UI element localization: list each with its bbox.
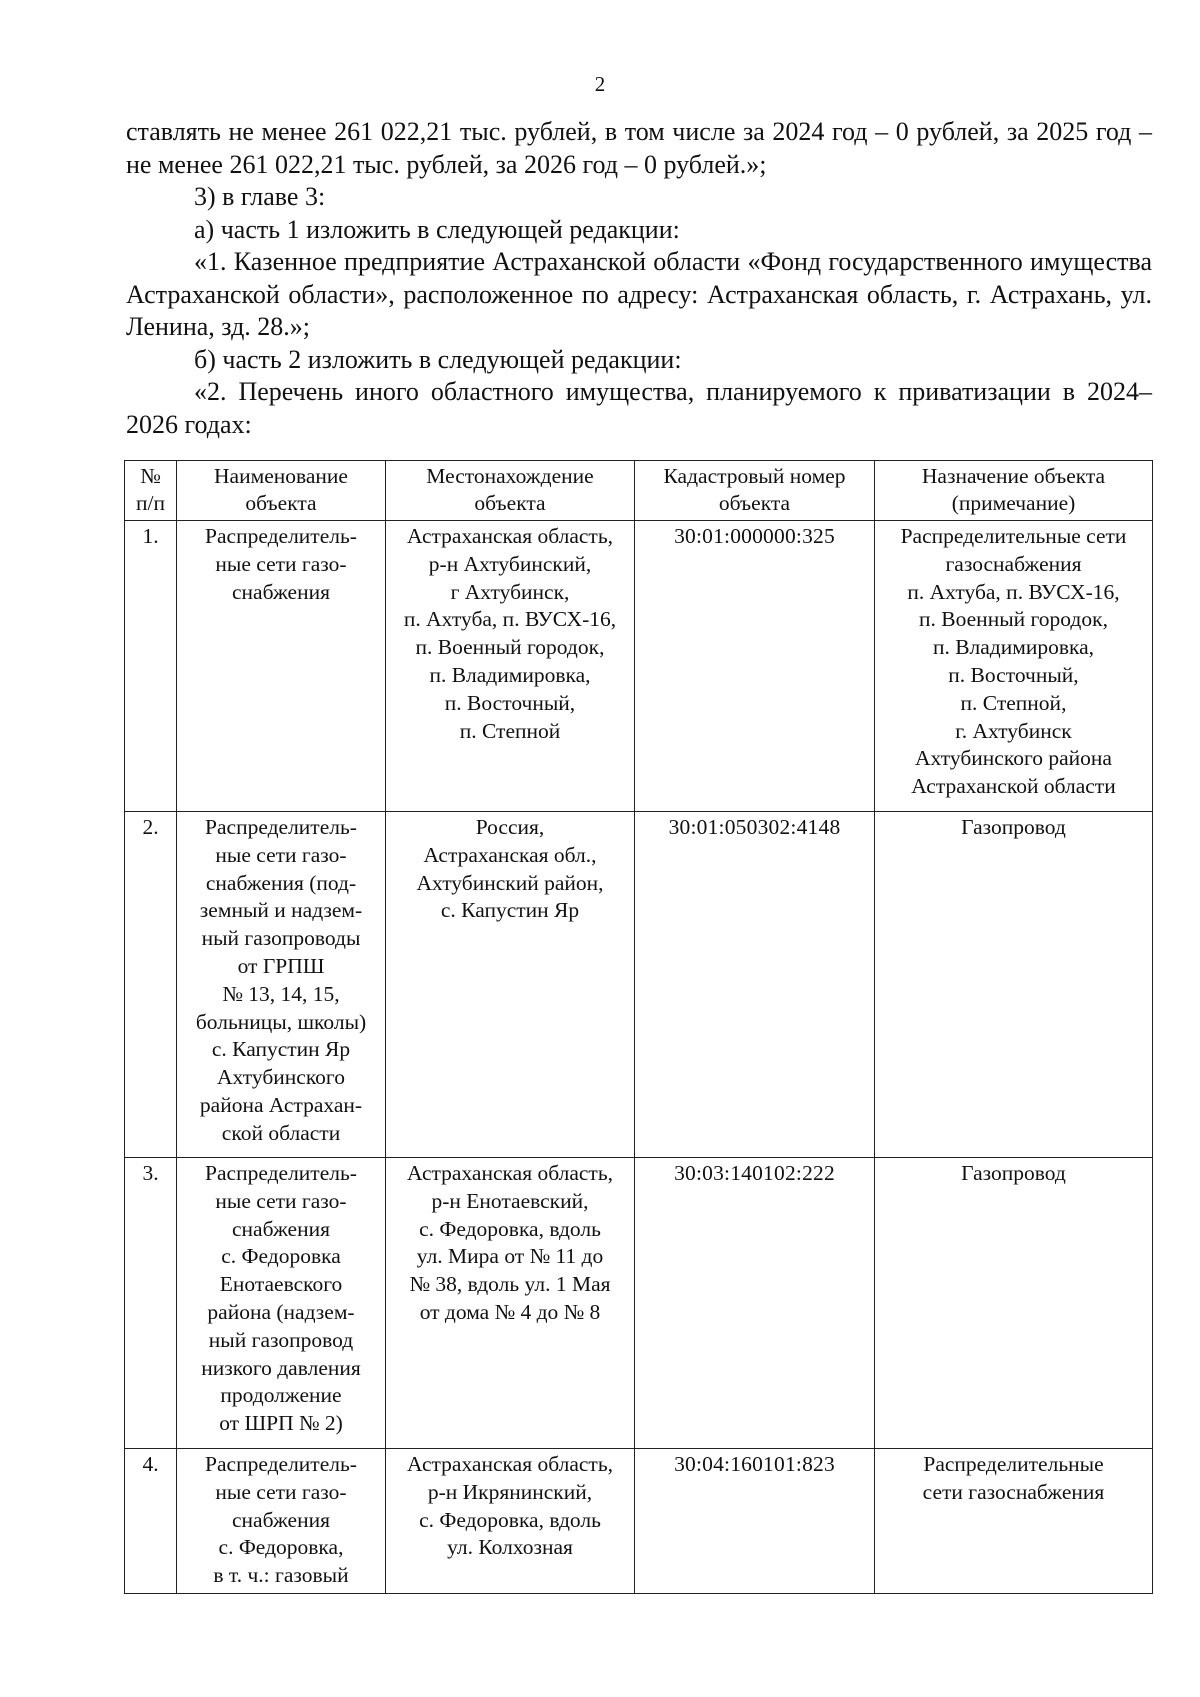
paragraph: б) часть 2 изложить в следующей редакции: <box>194 344 682 374</box>
page-number: 2 <box>594 72 606 96</box>
cell-cadastral: 30:04:160101:823 <box>635 1449 875 1594</box>
cell-purpose: Газопровод <box>875 812 1153 1158</box>
paragraph: 3) в главе 3: <box>194 182 326 211</box>
table-row <box>125 1158 1153 1449</box>
body-text <box>126 116 1152 441</box>
property-list-table <box>124 460 1153 1594</box>
header-num: № п/п <box>125 461 177 521</box>
cell-purpose: Распределительные сети газоснабжения п. Ахтуба, п. ВУСХ-16, п. Военный городок, п. Владимировка, п. Восточный, п. Степной, г. Ахтубинск Ахтубинского района Астраханской области <box>875 521 1153 812</box>
table-header-row <box>125 461 1153 521</box>
table-row <box>125 1449 1153 1594</box>
paragraph: ставлять не менее 261 022,21 тыс. рублей, в том числе за 2024 год – 0 рублей, за 2025 год – не менее 261 022,21 тыс. рублей, за 2026 год – 0 рублей.»; <box>126 117 1152 179</box>
cell-name: Распределитель- ные сети газо- снабжения с. Федоровка Енотаевского района (надзем- ный газопровод низкого давления продолжение от ШРП № 2) <box>177 1158 386 1449</box>
header-location: Местонахождение объекта <box>386 461 635 521</box>
cell-purpose: Распределительные сети газоснабжения <box>875 1449 1153 1594</box>
cell-location: Астраханская область, р-н Ахтубинский, г Ахтубинск, п. Ахтуба, п. ВУСХ-16, п. Военный городок, п. Владимировка, п. Восточный, п. Степной <box>386 521 635 812</box>
cell-purpose: Газопровод <box>875 1158 1153 1449</box>
cell-num: 2. <box>125 812 177 1158</box>
header-purpose: Назначение объекта (примечание) <box>875 461 1153 521</box>
cell-cadastral: 30:01:000000:325 <box>635 521 875 812</box>
header-cadastral: Кадастровый номер объекта <box>635 461 875 521</box>
cell-cadastral: 30:03:140102:222 <box>635 1158 875 1449</box>
cell-num: 3. <box>125 1158 177 1449</box>
cell-location: Россия, Астраханская обл., Ахтубинский район, с. Капустин Яр <box>386 812 635 1158</box>
cell-name: Распределитель- ные сети газо- снабжения с. Федоровка, в т. ч.: газовый <box>177 1449 386 1594</box>
paragraph: «2. Перечень иного областного имущества, планируемого к приватизации в 2024–2026 годах: <box>126 377 1152 439</box>
header-name: Наименование объекта <box>177 461 386 521</box>
table-row <box>125 812 1153 1158</box>
table-row <box>125 521 1153 812</box>
cell-location: Астраханская область, р-н Икрянинский, с. Федоровка, вдоль ул. Колхозная <box>386 1449 635 1594</box>
cell-num: 4. <box>125 1449 177 1594</box>
paragraph: «1. Казенное предприятие Астраханской области «Фонд государственного имущества Астраханской области», расположенное по адресу: Астраханская область, г. Астрахань, ул. Ленина, зд. 28.»; <box>126 247 1152 341</box>
paragraph: а) часть 1 изложить в следующей редакции: <box>194 214 680 244</box>
cell-location: Астраханская область, р-н Енотаевский, с. Федоровка, вдоль ул. Мира от № 11 до № 38, вдоль ул. 1 Мая от дома № 4 до № 8 <box>386 1158 635 1449</box>
cell-cadastral: 30:01:050302:4148 <box>635 812 875 1158</box>
cell-name: Распределитель- ные сети газо- снабжения (под- земный и надзем- ный газопроводы от ГРПШ № 13, 14, 15, больницы, школы) с. Капустин Яр Ахтубинского района Астрахан- ской области <box>177 812 386 1158</box>
cell-name: Распределитель- ные сети газо- снабжения <box>177 521 386 812</box>
cell-num: 1. <box>125 521 177 812</box>
property-table <box>124 460 1152 1594</box>
